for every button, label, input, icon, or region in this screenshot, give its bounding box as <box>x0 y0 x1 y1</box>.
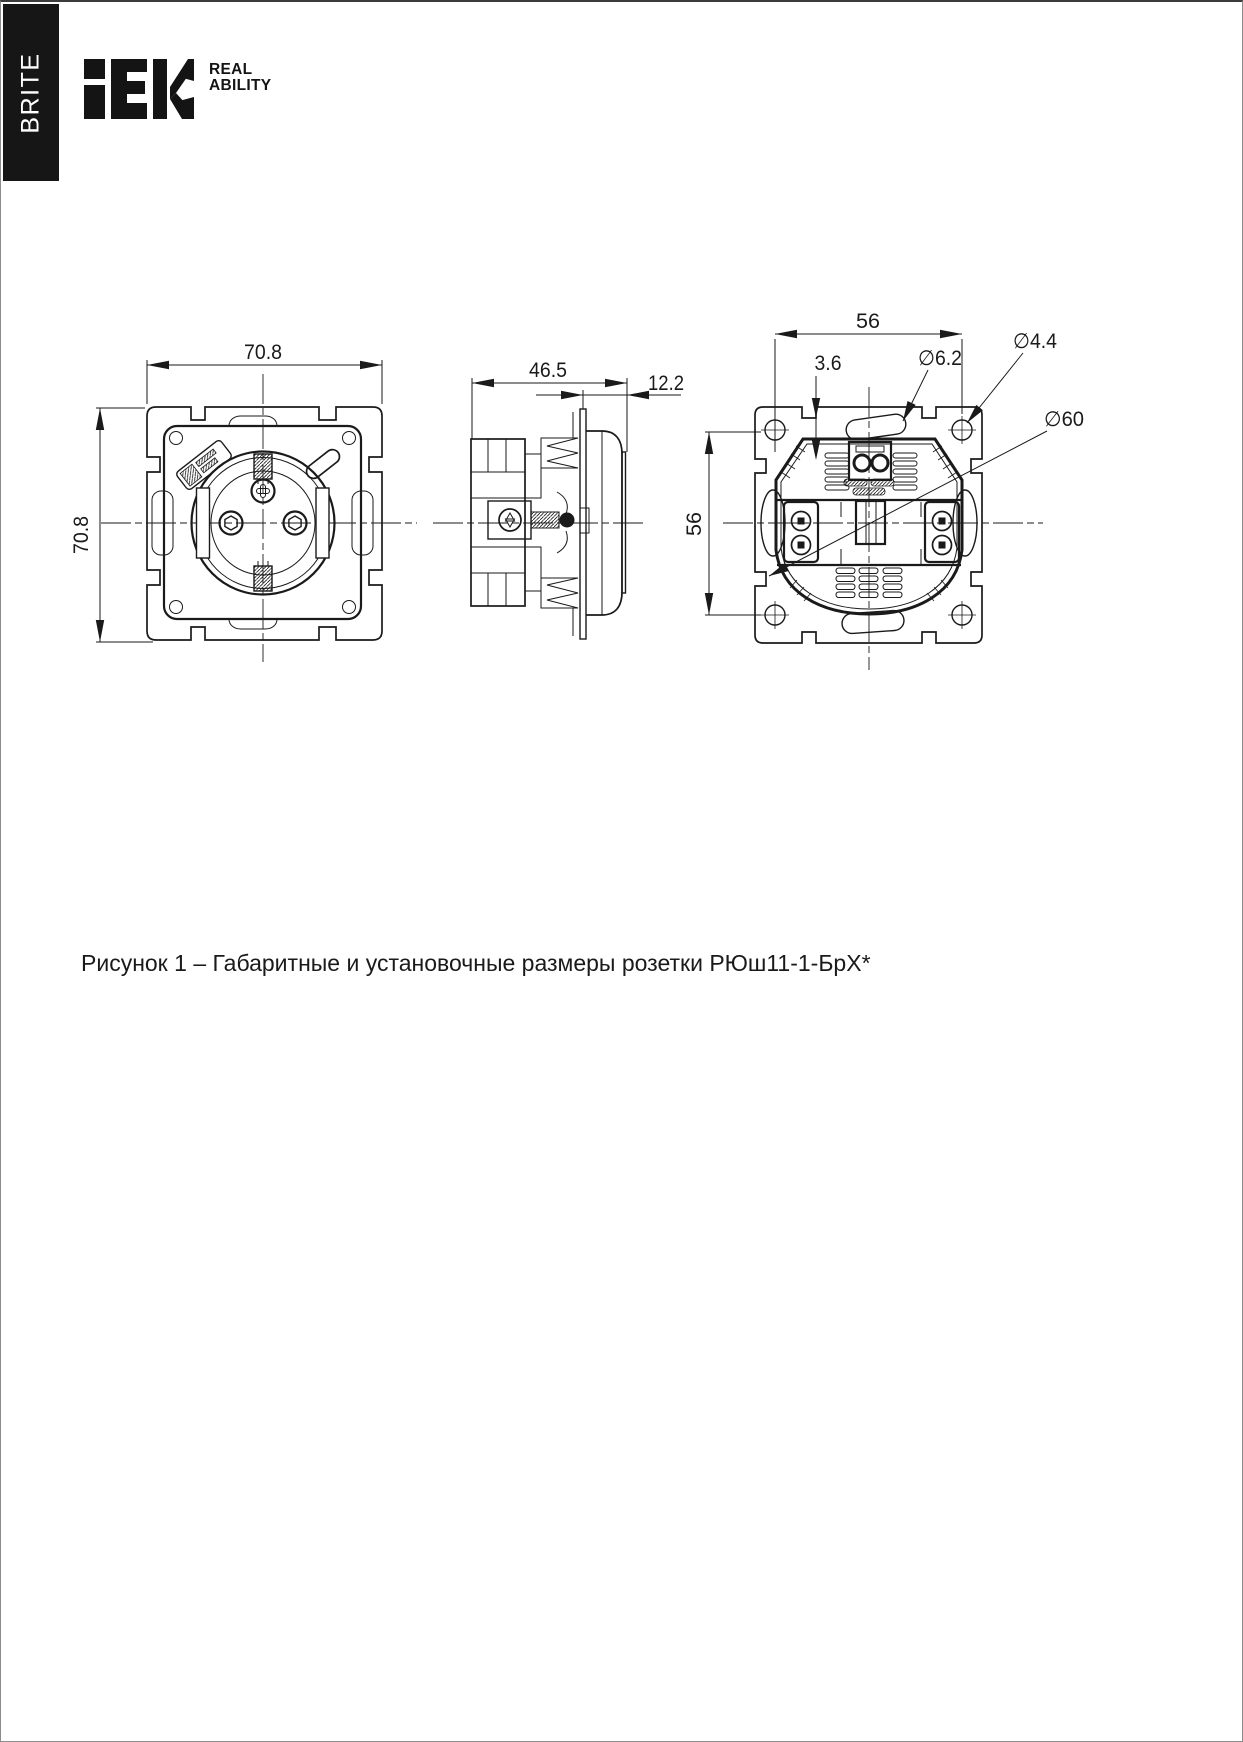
front-view-drawing <box>101 374 417 662</box>
upper-vents <box>825 453 917 495</box>
indicator-slot <box>304 447 343 481</box>
dim-back-hole-spacing-vertical <box>683 432 761 615</box>
dim-body-diameter-label: ∅60 <box>1044 408 1084 431</box>
dim-plate-offset-label: 3.6 <box>814 352 842 375</box>
back-view-drawing <box>723 387 1043 670</box>
dim-oval-hole-label: ∅6.2 <box>918 347 962 370</box>
dim-front-width <box>147 341 382 404</box>
dim-side-depth-label: 46.5 <box>529 359 567 382</box>
dim-front-width-label: 70.8 <box>244 341 282 364</box>
side-view-drawing <box>433 409 647 639</box>
brand-header <box>84 59 271 119</box>
brite-vertical-label: BRITE <box>16 52 45 134</box>
dim-back-hole-spacing-horizontal <box>775 310 962 452</box>
iek-logo-icon <box>84 59 194 119</box>
dim-back-height-label: 56 <box>683 512 706 536</box>
figure-drawing <box>1 242 1243 742</box>
dim-oval-hole-diameter <box>903 347 962 421</box>
brite-sidebar <box>3 4 59 181</box>
dim-screw-hole-label: ∅4.4 <box>1013 330 1058 353</box>
tagline-line2: ABILITY <box>209 76 272 94</box>
logo-tagline <box>209 62 271 93</box>
dim-front-height-label: 70.8 <box>70 513 93 554</box>
tagline-line1: REAL <box>209 61 253 78</box>
dim-back-width-label: 56 <box>856 310 880 333</box>
dim-side-face-depth-label: 12.2 <box>648 372 684 395</box>
dim-front-height <box>70 408 153 642</box>
figure-caption: Рисунок 1 – Габаритные и установочные размеры розетки РЮш11-1-БрХ* <box>81 950 871 976</box>
